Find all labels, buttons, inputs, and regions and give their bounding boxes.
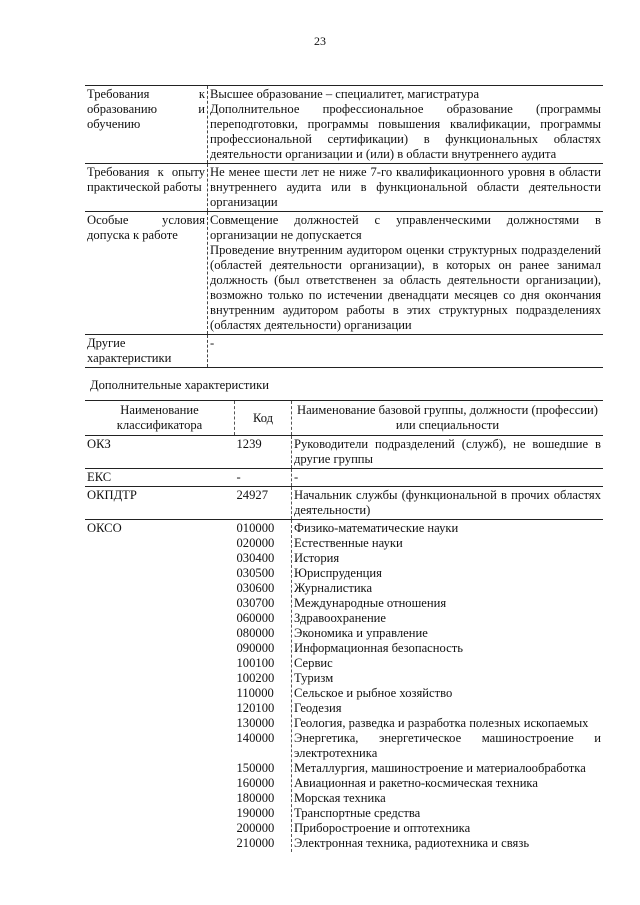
classifier-row	[85, 469, 603, 487]
classifier-title: Юриспруденция	[294, 566, 382, 580]
classifier-title: Руководители подразделений (служб), не вошедшие в другие группы	[294, 437, 601, 466]
classifier-code: 100100	[236, 656, 275, 670]
classifier-title: Туризм	[294, 671, 334, 685]
classifier-code: 210000	[236, 836, 275, 850]
classifier-code: 180000	[236, 791, 275, 805]
page-number: 23	[314, 34, 326, 48]
requirement-value	[208, 335, 604, 368]
requirement-label: Требования к опыту практической работы	[85, 164, 208, 212]
additional-characteristics-heading: Дополнительные характеристики	[90, 378, 269, 392]
requirements-table	[85, 85, 603, 368]
classifier-code: 090000	[236, 641, 275, 655]
classifier-code: 100200	[236, 671, 275, 685]
header-classifier-name: Наименование классификатора	[85, 401, 235, 436]
classifier-title: Авиационная и ракетно-космическая техника	[294, 776, 538, 790]
classifier-title-cell	[292, 487, 604, 520]
requirement-value	[208, 164, 604, 212]
header-code: Код	[235, 401, 292, 436]
classifier-code: 24927	[236, 488, 268, 502]
classifier-title: Транспортные средства	[294, 806, 421, 820]
classifier-title: -	[294, 470, 299, 484]
requirement-paragraph: Дополнительное профессиональное образование (программы переподготовки, программы повышения квалификации, программы профессиональной сертификации) в функциональных областях деятельности организации и (или) в области внутреннего аудита	[210, 102, 601, 161]
classifier-name: ЕКС	[85, 469, 235, 487]
classifier-title: Сервис	[294, 656, 333, 670]
classifier-title: Приборостроение и оптотехника	[294, 821, 471, 835]
classifier-code: 130000	[236, 716, 275, 730]
classifier-title-cell	[292, 469, 604, 487]
requirement-row	[85, 335, 603, 368]
classifier-code-cell	[235, 520, 292, 853]
classifier-code: 110000	[236, 686, 274, 700]
classifier-code: -	[236, 470, 241, 484]
classifier-table	[85, 400, 603, 852]
requirement-row	[85, 212, 603, 335]
classifier-code: 160000	[236, 776, 275, 790]
classifier-code: 1239	[236, 437, 262, 451]
classifier-title: Сельское и рыбное хозяйство	[294, 686, 453, 700]
classifier-code: 030500	[236, 566, 275, 580]
requirement-paragraph: Не менее шести лет не ниже 7-го квалификационного уровня в области внутреннего аудита или в функциональной области деятельности организации	[210, 165, 601, 209]
classifier-row	[85, 436, 603, 469]
requirement-label: Особые условия допуска к работе	[85, 212, 208, 335]
classifier-title-cell	[292, 520, 604, 853]
classifier-title: Геодезия	[294, 701, 342, 715]
classifier-header-row	[85, 401, 603, 436]
classifier-code-cell	[235, 487, 292, 520]
classifier-code: 150000	[236, 761, 275, 775]
classifier-title: Морская техника	[294, 791, 386, 805]
requirement-paragraph: Высшее образование – специалитет, магистратура	[210, 87, 480, 101]
requirement-value	[208, 212, 604, 335]
classifier-code-cell	[235, 436, 292, 469]
classifier-code: 030600	[236, 581, 275, 595]
requirement-label: Другие характеристики	[85, 335, 208, 368]
classifier-code: 140000	[236, 731, 275, 745]
classifier-name: ОКПДТР	[85, 487, 235, 520]
requirement-paragraph: Проведение внутренним аудитором оценки структурных подразделений (областей деятельности организации), в которых он ранее занимал должность (был ответственен за область деятельности организации), возможно только по истечении двенадцати месяцев со дня окончания внутренним аудитором работы в этих структурных подразделениях (областях деятельности) организации	[210, 243, 601, 332]
classifier-title: Физико-математические науки	[294, 521, 459, 535]
classifier-code: 190000	[236, 806, 275, 820]
classifier-code: 080000	[236, 626, 275, 640]
classifier-title: Металлургия, машиностроение и материалообработка	[294, 761, 586, 775]
classifier-code: 010000	[236, 521, 275, 535]
classifier-title: Электронная техника, радиотехника и связь	[294, 836, 530, 850]
classifier-code: 060000	[236, 611, 275, 625]
classifier-title: Естественные науки	[294, 536, 403, 550]
requirement-paragraph: Совмещение должностей с управленческими должностями в организации не допускается	[210, 213, 601, 242]
classifier-title: Начальник службы (функциональной в прочих областях деятельности)	[294, 488, 601, 517]
classifier-code: 030700	[236, 596, 275, 610]
classifier-code: 200000	[236, 821, 275, 835]
requirement-row	[85, 86, 603, 164]
classifier-title: Геология, разведка и разработка полезных ископаемых	[294, 716, 589, 730]
header-title: Наименование базовой группы, должности (профессии) или специальности	[292, 401, 604, 436]
classifier-code: 030400	[236, 551, 275, 565]
classifier-row	[85, 487, 603, 520]
classifier-code-cell	[235, 469, 292, 487]
requirement-paragraph: -	[210, 336, 215, 350]
classifier-title: История	[294, 551, 340, 565]
classifier-title: Здравоохранение	[294, 611, 387, 625]
classifier-title: Информационная безопасность	[294, 641, 463, 655]
classifier-title: Экономика и управление	[294, 626, 428, 640]
classifier-title: Энергетика, энергетическое машиностроение и электротехника	[294, 731, 601, 760]
classifier-title: Международные отношения	[294, 596, 447, 610]
classifier-name: ОКСО	[87, 521, 122, 535]
classifier-row	[85, 520, 603, 853]
requirement-value	[208, 86, 604, 164]
classifier-code: 120100	[236, 701, 275, 715]
classifier-name: ОКЗ	[85, 436, 235, 469]
requirement-row	[85, 164, 603, 212]
classifier-code: 020000	[236, 536, 275, 550]
classifier-title-cell	[292, 436, 604, 469]
classifier-title: Журналистика	[294, 581, 373, 595]
requirement-label: Требования к образованию и обучению	[85, 86, 208, 164]
